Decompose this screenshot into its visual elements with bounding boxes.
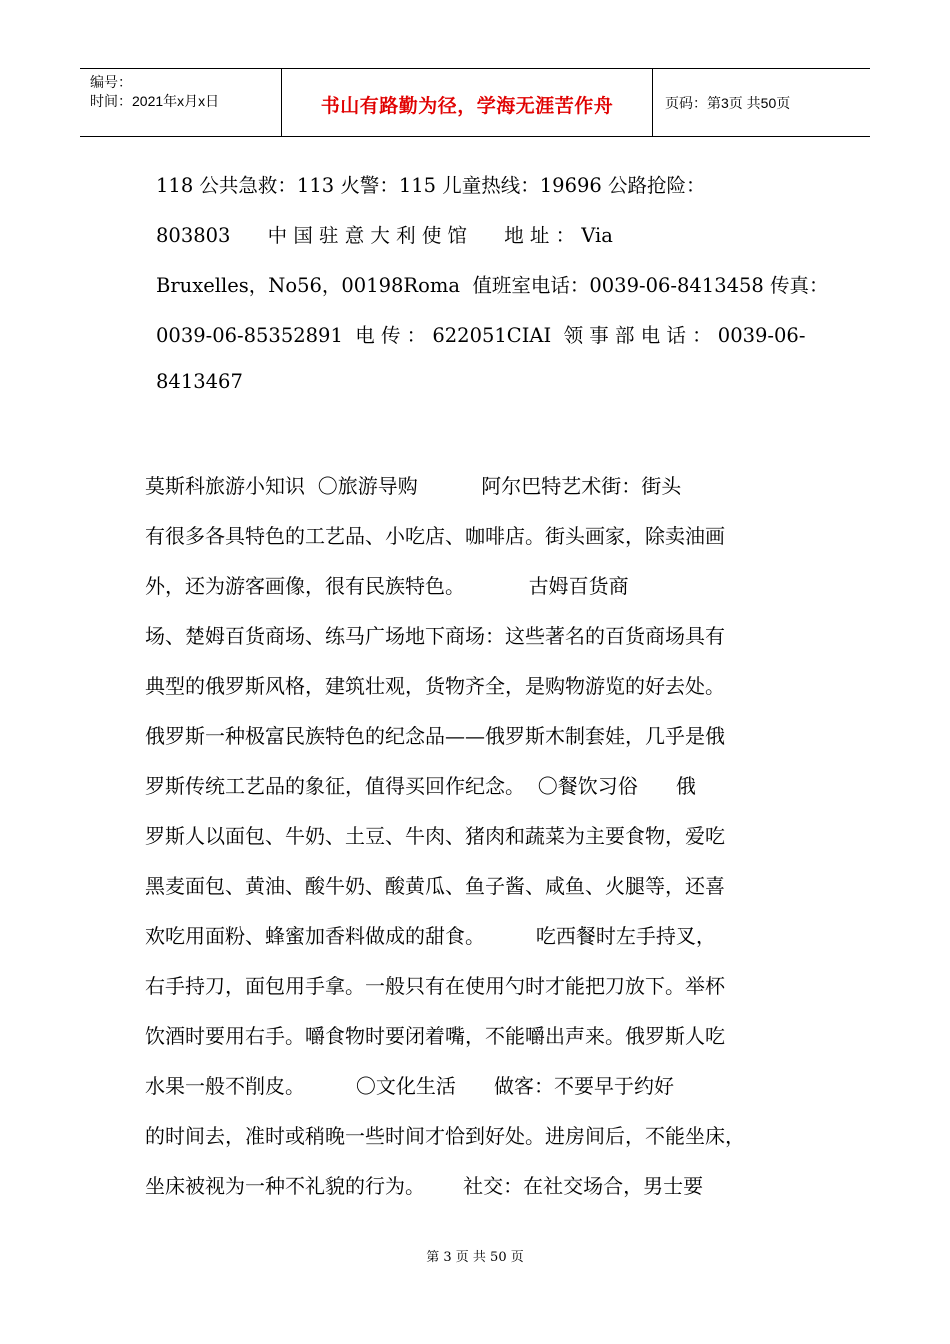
body-line-text: 右手持刀，面包用手拿。一般只有在使用勺时才能把刀放下。举杯 <box>145 974 725 998</box>
body-line <box>145 1120 745 1149</box>
embassy-line-text: 803803 中 国 驻 意 大 利 使 馆 地 址 ： Via <box>156 224 613 247</box>
embassy-line <box>156 370 243 393</box>
body-line-text: 俄罗斯一种极富民族特色的纪念品——俄罗斯木制套娃，几乎是俄 <box>145 724 725 748</box>
page-header <box>80 68 870 137</box>
body-line <box>145 570 629 599</box>
header-meta-cell <box>80 69 282 136</box>
body-line-text: 罗斯传统工艺品的象征，值得买回作纪念。 〇餐饮习俗 俄 <box>145 774 696 798</box>
body-line-text: 饮酒时要用右手。嚼食物时要闭着嘴，不能嚼出声来。俄罗斯人吃 <box>145 1024 725 1048</box>
body-line <box>145 820 725 849</box>
body-line-text: 罗斯人以面包、牛奶、土豆、牛肉、猪肉和蔬菜为主要食物，爱吃 <box>145 824 725 848</box>
body-line-text: 莫斯科旅游小知识 〇旅游导购 阿尔巴特艺术街：街头 <box>145 474 682 498</box>
embassy-line <box>156 170 804 198</box>
embassy-line-text: 118 公共急救：113 火警：115 儿童热线：19696 公路抢险： <box>156 174 706 197</box>
body-line-text: 有很多各具特色的工艺品、小吃店、咖啡店。街头画家，除卖油画 <box>145 524 725 548</box>
header-page-cell <box>653 69 870 136</box>
embassy-line-text: Bruxelles，No56，00198Roma 值班室电话：0039-06-8413458 传真： <box>156 274 829 297</box>
body-line-text: 水果一般不削皮。 〇文化生活 做客：不要早于约好 <box>145 1074 675 1098</box>
body-line <box>145 470 681 499</box>
embassy-line <box>156 320 805 348</box>
body-line-text: 坐床被视为一种不礼貌的行为。 社交：在社交场合，男士要 <box>145 1174 704 1198</box>
document-time-label: 时间：2021年x月x日 <box>90 93 220 109</box>
embassy-line <box>156 270 829 298</box>
body-line <box>145 620 725 649</box>
body-line-text: 欢吃用面粉、蜂蜜加香料做成的甜食。 吃西餐时左手持叉， <box>145 924 716 948</box>
body-line-text: 场、楚姆百货商场、练马广场地下商场：这些著名的百货商场具有 <box>145 624 725 648</box>
body-line <box>145 1170 703 1199</box>
body-line-text: 黑麦面包、黄油、酸牛奶、酸黄瓜、鱼子酱、咸鱼、火腿等，还喜 <box>145 874 725 898</box>
body-line <box>145 870 725 899</box>
body-line-text: 的时间去，准时或稍晚一些时间才恰到好处。进房间后，不能坐床， <box>145 1124 745 1148</box>
body-line <box>145 770 696 799</box>
header-motto-cell <box>282 69 653 136</box>
body-line <box>145 1020 725 1049</box>
body-line <box>145 520 725 549</box>
embassy-line-text: 0039-06-85352891 电 传 ： 622051CIAI 领 事 部 电 话 ： 0039-06- <box>156 324 806 347</box>
document-number-label: 编号： <box>90 74 132 90</box>
page-footer <box>0 1246 950 1265</box>
embassy-line <box>156 220 806 248</box>
embassy-line-text: 8413467 <box>156 370 243 393</box>
body-line-text: 典型的俄罗斯风格，建筑壮观，货物齐全，是购物游览的好去处。 <box>145 674 725 698</box>
body-line-text: 外，还为游客画像，很有民族特色。 古姆百货商 <box>145 574 629 598</box>
body-line <box>145 670 725 699</box>
body-line <box>145 970 725 999</box>
body-line <box>145 720 725 749</box>
header-motto: 书山有路勤为径，学海无涯苦作舟 <box>320 95 614 117</box>
body-line <box>145 1070 674 1099</box>
body-line <box>145 920 716 949</box>
footer-page-number: 第 3 页 共 50 页 <box>426 1250 524 1265</box>
header-page-info: 页码：第3页 共50页 <box>665 95 791 111</box>
